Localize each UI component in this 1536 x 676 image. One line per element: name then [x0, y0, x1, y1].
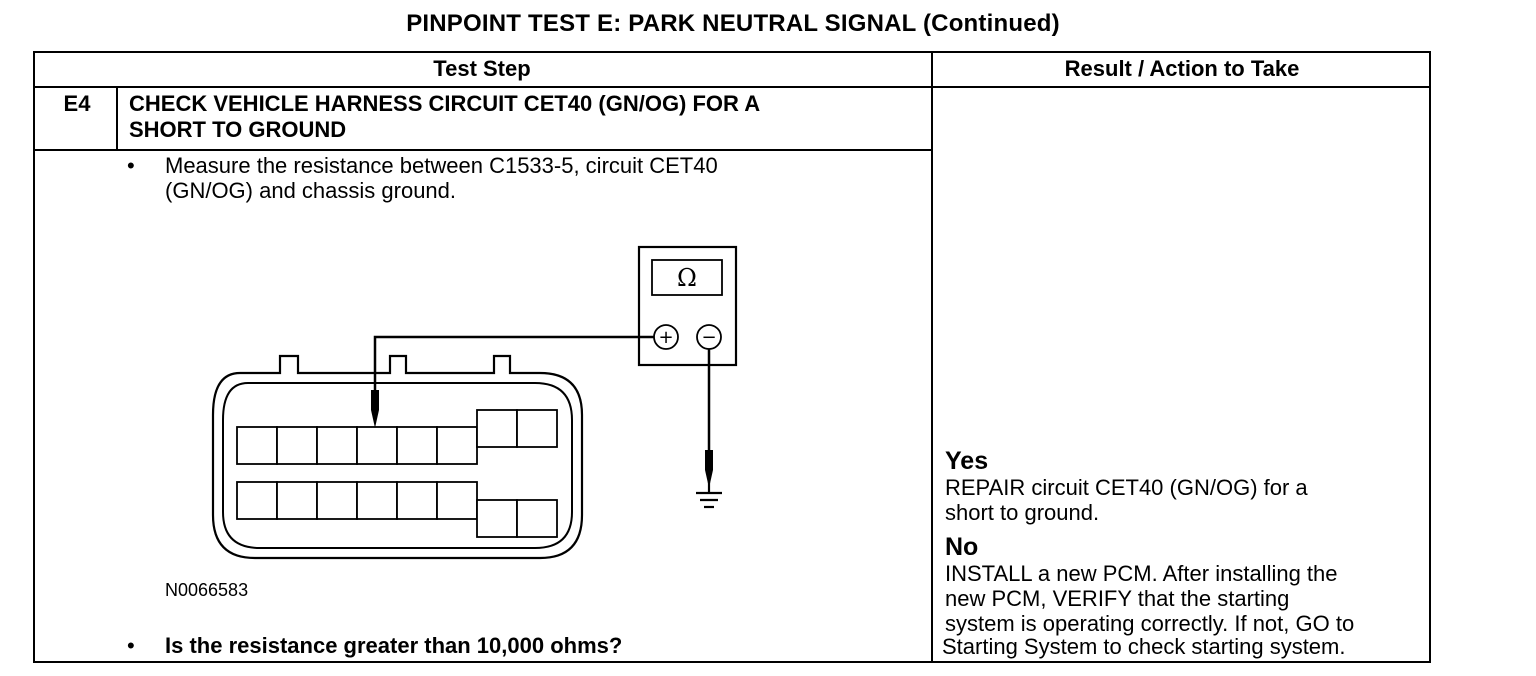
step-title-line-1: CHECK VEHICLE HARNESS CIRCUIT CET40 (GN/OG) FOR A	[129, 91, 761, 116]
instruction-line-1: Measure the resistance between C1533-5, circuit CET40	[165, 153, 718, 178]
chassis-ground-icon	[696, 482, 722, 507]
step-title-divider	[33, 149, 933, 151]
starting-system-link[interactable]: Starting System	[942, 634, 1098, 659]
result-yes-line-1: REPAIR circuit CET40 (GN/OG) for a	[945, 475, 1308, 500]
result-yes	[945, 447, 1425, 525]
bullet-2: •	[127, 633, 135, 658]
instruction-text	[165, 153, 865, 203]
plus-terminal-sign: +	[658, 327, 674, 348]
ohmmeter-display-symbol: Ω	[677, 264, 697, 292]
column-divider	[931, 51, 933, 663]
step-title-line-2: SHORT TO GROUND	[129, 117, 347, 142]
header-test-step: Test Step	[433, 56, 531, 81]
step-question: Is the resistance greater than 10,000 ohms?	[165, 633, 623, 658]
step-id-divider	[116, 86, 118, 150]
result-no-label: No	[945, 533, 979, 561]
connector-top-row	[237, 410, 557, 464]
step-id: E4	[63, 91, 91, 116]
page-title: PINPOINT TEST E: PARK NEUTRAL SIGNAL (Continued)	[406, 10, 1060, 37]
result-no-line-4	[942, 634, 1345, 659]
result-yes-label: Yes	[945, 447, 989, 475]
result-no-line-1: INSTALL a new PCM. After installing the	[945, 561, 1338, 586]
minus-terminal-sign: −	[701, 327, 717, 348]
positive-probe	[371, 390, 379, 428]
result-no-line-2: new PCM, VERIFY that the starting	[945, 586, 1290, 611]
bullet-1: •	[127, 153, 135, 178]
measurement-diagram	[180, 230, 760, 570]
connector-bottom-row	[237, 482, 557, 537]
instruction-line-2: (GN/OG) and chassis ground.	[165, 178, 457, 203]
result-no-line-4-rest: to check starting system.	[1097, 634, 1346, 659]
result-yes-line-2: short to ground.	[945, 500, 1100, 525]
header-divider	[33, 86, 1431, 88]
step-title	[129, 91, 919, 143]
header-result-action: Result / Action to Take	[1064, 56, 1300, 81]
result-no	[945, 533, 1425, 636]
figure-id: N0066583	[165, 580, 249, 600]
result-no-line-3: system is operating correctly. If not, GO to	[945, 611, 1355, 636]
